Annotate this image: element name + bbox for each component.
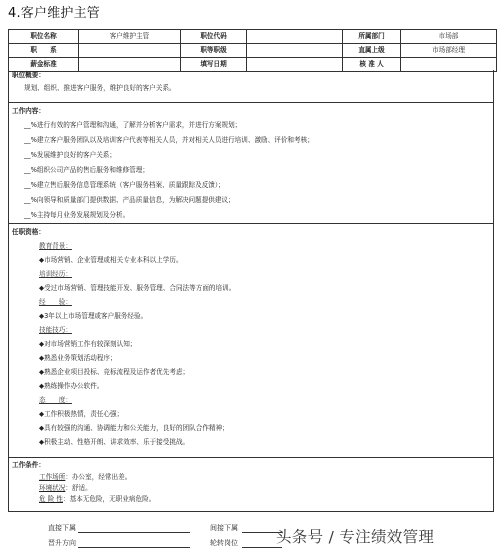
info-value[interactable] [247,30,343,44]
condition-label: 工作场所 [39,473,66,481]
work-item: __%主持每月业务发展规划及分析。 [24,211,130,219]
qualification-item: ◆积极主动、性格开朗、讲求效率、乐于接受挑战。 [39,438,190,446]
condition-item [9,483,493,493]
qualification-subheading: 技能技巧： [39,326,72,334]
info-value[interactable]: 市场部经理 [401,44,497,58]
promotion-label: 晋升方向 [48,539,76,547]
info-label: 直属上级 [343,44,401,58]
overview-section [8,70,494,103]
direct-subordinate-label: 直接下属 [48,524,76,532]
qualification-heading: 任职资格： [12,228,45,236]
qualification-item: ◆熟悉企业项目投标、竞标流程及运作者优先考虑； [39,368,190,376]
work-item: __%发展维护良好的客户关系； [24,151,116,159]
conditions-heading: 工作条件： [12,461,45,469]
promotion-field[interactable] [78,547,190,548]
qualification-item: ◆受过市场营销、管理技能开发、服务管理、合同法等方面的培训。 [39,284,236,292]
condition-label: 危 险 性 [39,495,63,503]
info-row [9,44,497,58]
overview-heading: 职位概要： [12,71,45,79]
info-label: 职位名称 [9,30,79,44]
qualification-item: ◆市场营销、企业管理或相关专业本科以上学历。 [39,256,183,264]
info-value[interactable]: 市场部 [401,30,497,44]
document-title: 4.客户维护主管 [8,6,101,21]
qualification-item: ◆工作积极热情，责任心强； [39,410,124,418]
qualification-section [8,224,494,458]
watermark: 头条号 / 专注绩效管理 [276,528,435,546]
condition-text: ：基本无危险，无职业病危险。 [62,495,156,503]
info-value[interactable]: 客户维护主管 [79,30,181,44]
qualification-subheading: 经 验： [39,298,72,306]
qualification-item: ◆熟练操作办公软件。 [39,382,104,390]
info-label: 职位代码 [181,30,247,44]
condition-item [9,472,493,482]
qualification-item: ◆具有较强的沟通、协调能力和公关能力，良好的团队合作精神； [39,424,229,432]
condition-text: ：舒适。 [65,484,92,492]
rotation-field[interactable] [242,547,282,548]
work-item: __%进行有效的客户管理和沟通，了解并分析客户需求，并进行方案规划； [24,121,242,129]
work-content-section [8,103,494,224]
work-item: __%建立客户服务团队以及培训客户代表等相关人员，并对相关人员进行培训、激励、评价和考核； [24,136,314,144]
qualification-subheading: 培训经历： [39,270,72,278]
work-content-heading: 工作内容： [12,107,45,115]
position-info-table [8,29,497,72]
info-value[interactable] [79,44,181,58]
rotation-label: 轮转岗位 [210,539,238,547]
info-label: 所属部门 [343,30,401,44]
condition-text: ：办公室，经常出差。 [65,473,132,481]
condition-item [9,494,493,504]
overview-text: 规划、组织、推进客户服务，维护良好的客户关系。 [24,84,176,92]
condition-label: 环境状况 [39,484,66,492]
conditions-section [8,458,494,512]
work-item: __%向领导和质量部门提供数据、产品质量信息，为解决问题提供建议； [24,196,235,204]
info-label: 填写日期 [181,58,247,72]
work-item: __%建立售后服务信息管理系统（客户服务档案、质量跟踪及反馈）； [24,181,225,189]
qualification-item: ◆3年以上市场管理或客户服务经验。 [39,312,148,320]
info-label: 职等职级 [181,44,247,58]
info-value[interactable] [247,44,343,58]
direct-subordinate-field[interactable] [78,532,190,533]
qualification-item: ◆对市场营销工作有较深刻认知； [39,340,137,348]
indirect-subordinate-label: 间接下属 [210,524,238,532]
work-item: __%组织公司产品的售后服务和维修管理； [24,166,149,174]
qualification-subheading: 态 度： [39,396,72,404]
qualification-subheading: 教育背景： [39,242,72,250]
info-label: 职 系 [9,44,79,58]
info-label: 薪金标准 [9,58,79,72]
qualification-item: ◆熟悉业务策划活动程序； [39,354,117,362]
info-label: 核 准 人 [343,58,401,72]
info-row [9,30,497,44]
